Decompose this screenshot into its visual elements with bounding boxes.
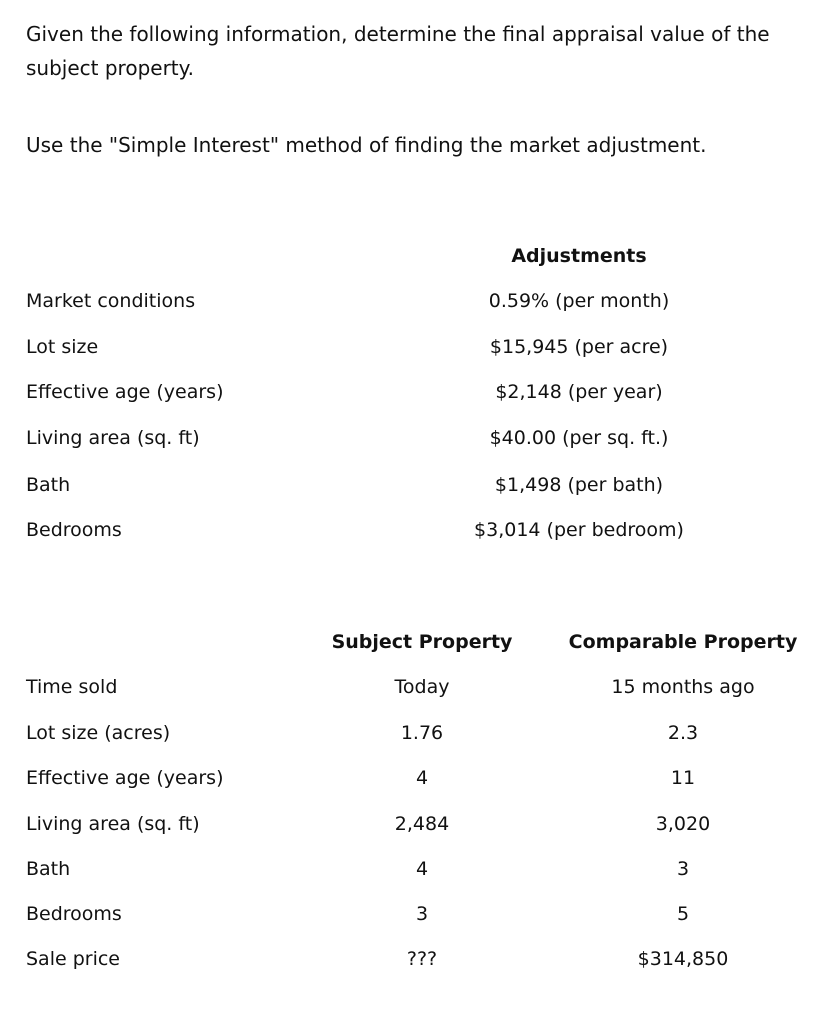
adj-label-effective-age: Effective age (years) xyxy=(26,381,224,403)
adj-value-bedrooms: $3,014 (per bedroom) xyxy=(474,519,684,541)
comparable-sale-price: $314,850 xyxy=(637,948,729,970)
prop-label-bedrooms: Bedrooms xyxy=(26,903,122,925)
adj-label-bedrooms: Bedrooms xyxy=(26,519,122,541)
subject-property-header: Subject Property xyxy=(331,631,513,653)
prop-label-bath: Bath xyxy=(26,858,71,880)
adj-value-bath: $1,498 (per bath) xyxy=(494,474,664,496)
subject-time-sold: Today xyxy=(394,676,450,698)
prop-label-living-area: Living area (sq. ft) xyxy=(26,813,200,835)
subject-effective-age: 4 xyxy=(415,767,429,789)
subject-bedrooms: 3 xyxy=(415,903,429,925)
subject-bath: 4 xyxy=(415,858,429,880)
prop-label-sale-price: Sale price xyxy=(26,948,120,970)
adj-value-lot-size: $15,945 (per acre) xyxy=(489,336,669,358)
comparable-lot-size: 2.3 xyxy=(667,722,699,744)
subject-sale-price: ??? xyxy=(406,948,438,970)
comparable-bath: 3 xyxy=(676,858,690,880)
prop-label-time-sold: Time sold xyxy=(26,676,118,698)
comparable-bedrooms: 5 xyxy=(676,903,690,925)
comparable-property-header: Comparable Property xyxy=(568,631,798,653)
adj-value-effective-age: $2,148 (per year) xyxy=(495,381,663,403)
adj-label-lot-size: Lot size xyxy=(26,336,99,358)
prop-label-lot-size: Lot size (acres) xyxy=(26,722,171,744)
comparable-living-area: 3,020 xyxy=(655,813,711,835)
method-instruction: Use the "Simple Interest" method of finding the market adjustment. xyxy=(26,133,707,157)
prop-label-effective-age: Effective age (years) xyxy=(26,767,224,789)
adj-label-living-area: Living area (sq. ft) xyxy=(26,427,200,449)
comparable-effective-age: 11 xyxy=(670,767,696,789)
adj-label-bath: Bath xyxy=(26,474,71,496)
adj-label-market-conditions: Market conditions xyxy=(26,290,196,312)
adj-value-market-conditions: 0.59% (per month) xyxy=(488,290,670,312)
subject-living-area: 2,484 xyxy=(394,813,450,835)
comparable-time-sold: 15 months ago xyxy=(611,676,755,698)
problem-statement: Given the following information, determine the final appraisal value of the subject property. xyxy=(26,22,770,80)
adjustments-header: Adjustments xyxy=(511,245,647,267)
subject-lot-size: 1.76 xyxy=(400,722,444,744)
adj-value-living-area: $40.00 (per sq. ft.) xyxy=(489,427,669,449)
